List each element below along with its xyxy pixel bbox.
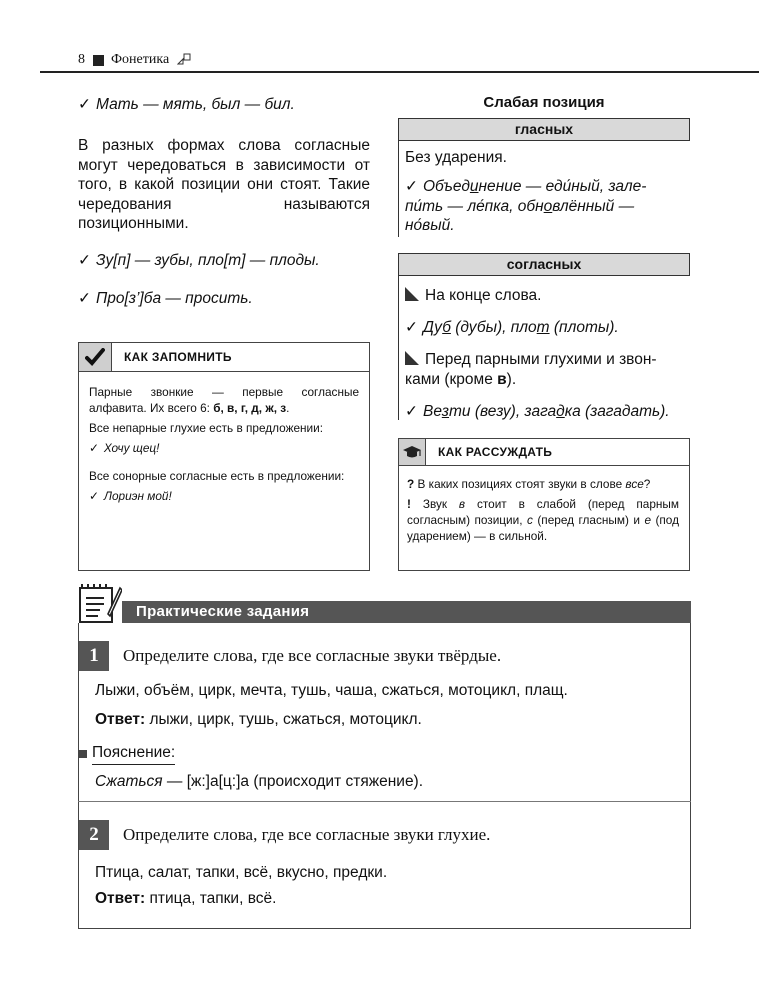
memo-header <box>79 343 369 372</box>
task-divider <box>78 801 691 802</box>
triangle-bullet-icon <box>405 351 419 365</box>
check-icon: ✓ <box>78 252 91 269</box>
task-2-number: 2 <box>79 820 109 850</box>
explanation-text: Сжаться — [ж:]а[ц:]а (происходит стяжение). <box>95 773 424 790</box>
consonants-rule-2: Перед парными глухими и звон- ками (кроме в). <box>405 351 657 388</box>
reason-body: ? В каких позициях стоят звуки в слове все? ! Звук в стоит в слабой (перед парным согласным) позиции, с (перед гласным) и е (под ударением) — в сильной. <box>407 477 679 543</box>
vowels-rule: Без ударения. <box>405 149 507 166</box>
check-icon: ✓ <box>89 489 99 503</box>
triangle-bullet-icon <box>405 287 419 301</box>
vowels-bar: гласных <box>398 118 690 141</box>
section-title: Фонетика <box>111 52 170 67</box>
explanation-marker-icon <box>79 750 87 758</box>
task-2-words: Птица, салат, тапки, всё, вкусно, предки. <box>95 864 388 881</box>
check-icon: ✓ <box>78 290 91 307</box>
consonants-bar: согласных <box>398 253 690 276</box>
consonants-example-2: ✓ Везти (везу), загадка (загадать). <box>405 403 670 420</box>
task-2-answer: Ответ: птица, тапки, всё. <box>95 890 277 907</box>
weak-position-title: Слабая позиция <box>483 94 605 111</box>
page-number: 8 <box>78 52 85 67</box>
task-1-words: Лыжи, объём, цирк, мечта, тушь, чаша, сжаться, мотоцикл, плащ. <box>95 682 568 699</box>
reason-title: КАК РАССУЖДАТЬ <box>438 445 553 459</box>
vowels-side-rule <box>398 141 399 237</box>
header-square-icon <box>93 55 104 66</box>
checkmark-icon <box>79 343 112 371</box>
consonants-rule-1: На конце слова. <box>405 286 541 306</box>
vowels-example: ✓ Объединение — еди́ный, зале- пи́ть — ле́пка, обновлённый — но́вый. <box>405 178 647 234</box>
check-icon: ✓ <box>78 96 91 113</box>
task-1-answer: Ответ: лыжи, цирк, тушь, сжаться, мотоцикл. <box>95 711 422 728</box>
graduation-cap-icon <box>399 439 426 465</box>
running-header <box>78 52 191 68</box>
memo-body: Парные звонкие — первые согласные алфавита. Их всего 6: б, в, г, д, ж, з. Все непарные глухие есть в предложении: ✓ Хочу щец! Все сонорные согласные есть в предложении: ✓ Лориэн мой! <box>89 385 359 503</box>
memo-box <box>78 342 370 571</box>
example-line-2: ✓ Зу[п] — зубы, пло[т] — плоды. <box>78 252 320 269</box>
intro-paragraph: В разных формах слова согласные могут чередоваться в зависимости от того, в какой позиции они стоят. Такие чередования называются позиционными. <box>78 137 370 232</box>
memo-title: КАК ЗАПОМНИТЬ <box>124 350 232 364</box>
header-rule <box>40 71 759 73</box>
check-icon: ✓ <box>405 319 418 336</box>
consonants-example-1: ✓ Дуб (дубы), плот (плоты). <box>405 319 619 336</box>
page-corner-icon <box>177 53 191 68</box>
example-line-3: ✓ Про[з’]ба — просить. <box>78 290 253 307</box>
question-mark-icon: ? <box>407 477 415 491</box>
notebook-pen-icon <box>78 580 122 629</box>
check-icon: ✓ <box>89 441 99 455</box>
reason-box <box>398 438 690 571</box>
answer-label: Ответ: <box>95 890 146 907</box>
check-icon: ✓ <box>405 403 418 420</box>
task-2-question: Определите слова, где все согласные звуки глухие. <box>123 825 491 844</box>
exclamation-mark-icon: ! <box>407 497 411 511</box>
practice-title-bar: Практические задания <box>122 601 691 623</box>
answer-label: Ответ: <box>95 711 146 728</box>
consonants-side-rule <box>398 276 399 420</box>
reason-header <box>399 439 689 466</box>
explanation-label: Пояснение: <box>92 743 175 765</box>
check-icon: ✓ <box>405 178 418 195</box>
task-1-question: Определите слова, где все согласные звуки твёрдые. <box>123 646 502 665</box>
task-1-number: 1 <box>79 641 109 671</box>
example-line-1: ✓ Мать — мять, был — бил. <box>78 96 295 113</box>
